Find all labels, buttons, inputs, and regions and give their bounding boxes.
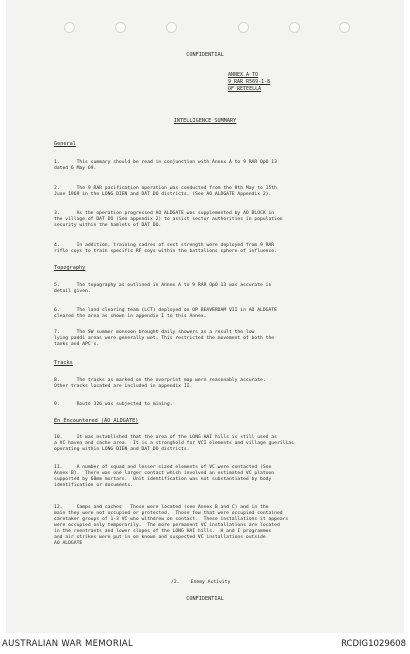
punch-hole: [238, 22, 249, 33]
punch-hole: [339, 22, 350, 33]
section-heading-en-encountered: En Encountered (AO ALDGATE): [54, 418, 139, 424]
section-heading-general: General: [54, 141, 76, 147]
paragraph-8: 8. The tracks as marked on the overprint map were reasonably accurate. Other tracks located are included in appendix II.: [54, 378, 266, 389]
paragraph-3: 3. As the operation progressed AO ALDGATE was supplemented by AO BLOCK in the village of DAT DO (See appendix 2) to assist sector authorities in population security within the hamlets of DAT DO.: [54, 211, 283, 228]
classification-bottom: CONFIDENTIAL: [186, 596, 224, 602]
annex-ref-line-2: 9 RAR R569-1-8: [228, 79, 271, 85]
punch-hole: [115, 22, 126, 33]
punch-hole: [289, 22, 300, 33]
section-heading-topography: Topography: [54, 265, 86, 271]
archive-name: AUSTRALIAN WAR MEMORIAL: [2, 639, 134, 649]
record-id: RCDIG1029608: [341, 639, 406, 649]
annex-ref-line-1: ANNEX A TO: [228, 72, 259, 78]
paragraph-2: 2. The 9 RAR pacification operation was conducted from the 8th May to 15th June 1969 in the LONG DIEN and DAT DO districts. (See AO ALDGATE Appendix 2).: [54, 186, 277, 197]
section-heading-tracks: Tracks: [54, 360, 73, 366]
paragraph-1: 1. This summary should be read in conjunction with Annex A to 9 RAR OpO 13 dated 6 May 69.: [54, 160, 277, 171]
classification-top: CONFIDENTIAL: [186, 52, 224, 58]
paragraph-11: 11. A number of squad and lesser sized elements of VC were contacted (See Annex B). There was one larger contact which involved an estimated VC platoon supported by 60mm mortars. Unit identification was not substantiated by body identification or documents.: [54, 465, 275, 488]
paragraph-4: 4. In addition, training cadres of sect strength were deployed from 9 RAR rifle coys to train specific RF coys within the battalions sphere of influence.: [54, 243, 277, 254]
paragraph-12: 12. Camps and caches These were located (see Annex B and C) and in the main they were not occupied or protected. Those few that were occupied contained caretaker groups of 1-3 VC who withdrew on contact. These installations it appears were occupied only temporarily. The more permanent VC installations are located in the reentrants and lower slopes of the LONG HAI hills. H and I programmes and air strikes were put in on known and suspected VC installations outside AO ALDGATE: [54, 505, 289, 546]
paragraph-10: 10. It was established that the area of the LONG HAI hills is still used as a VC haven and cache area. It is a stronghold for VCI elements and village guerillas operating within LONG DIEN and DAT DO districts.: [54, 435, 294, 452]
paragraph-6: 6. The land clearing team (LCT) deployed on OP BEAVERDAM VII in AO ALDGATE cleared the area as shown in appendix I to this Annex.: [54, 308, 277, 319]
paragraph-9: 9. Route 326 was subjected to mining.: [54, 402, 173, 407]
annex-ref-line-3: OF RETEELLA: [228, 86, 262, 92]
paragraph-7: 7. The SW summer monsoon brought daily showers as a result the low lying paddi areas were generally wet. This restricted the movement of both the tanks and APC's.: [54, 330, 275, 347]
punch-hole: [64, 22, 75, 33]
document-page: [6, 0, 404, 633]
paragraph-5: 5. The topography as outlined in Annex A to 9 RAR OpO 13 was accurate in detail given.: [54, 283, 272, 294]
punch-hole: [166, 22, 177, 33]
continuation-note: /2. Enemy Activity: [171, 580, 231, 585]
document-title: INTELLIGENCE SUMMARY: [173, 118, 237, 124]
archive-footer: [0, 633, 410, 654]
